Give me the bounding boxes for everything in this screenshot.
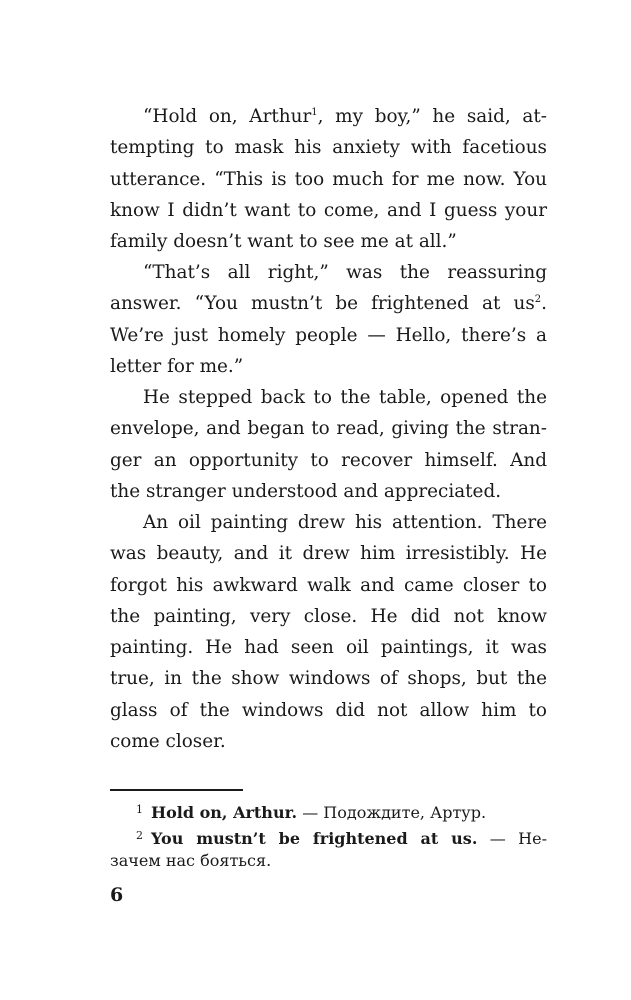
text-line: An oil painting drew his attention. There [143,512,547,533]
footnote-1: $^1$ Hold on, Arthur. — Подождите, Артур. [136,803,487,822]
text-line: was beauty, and it drew him irresistibly. He [110,543,547,564]
text-line: answer. “You mustn’t be frightened at $us^2$. [110,293,547,314]
footnote-divider [110,789,243,791]
text-line: come closer. [110,731,226,752]
footnote-ref-1[interactable]: 1 [311,107,318,118]
text-line: He stepped back to the table, opened the [143,387,547,408]
text-line: letter for me.” [110,356,244,377]
page-number: 6 [110,884,124,906]
text-line: tempting to mask his anxiety with facetious [110,137,547,158]
text-line: forgot his awkward walk and came closer to [110,575,547,596]
text-line: the painting, very close. He did not know [110,606,547,627]
text-line: ger an opportunity to recover himself. And [110,450,547,471]
text-line: glass of the windows did not allow him to [110,700,547,721]
text-line: the stranger understood and appreciated. [110,481,502,502]
text-line: know I didn’t want to come, and I guess your [110,200,547,221]
text-line: envelope, and began to read, giving the stran- [110,418,547,439]
text-line: utterance. “This is too much for me now. You [110,169,547,190]
text-line: painting. He had seen oil paintings, it was [110,637,547,658]
footnote-2: $^2$ You mustn’t be frightened at us. — Не- [136,829,548,848]
text-line: true, in the show windows of shops, but the [110,668,547,689]
text-line: We’re just homely people — Hello, there’s a [110,325,547,346]
footnote-ref-2[interactable]: 2 [534,294,542,305]
footnote-2-continuation: зачем нас бояться. [110,851,272,870]
text-line: family doesn’t want to see me at all.” [110,231,457,252]
text-line: “Hold on, Arthur$^1$, my boy,” he said, at- [143,106,547,127]
text-line: “That’s all right,” was the reassuring [143,262,547,283]
